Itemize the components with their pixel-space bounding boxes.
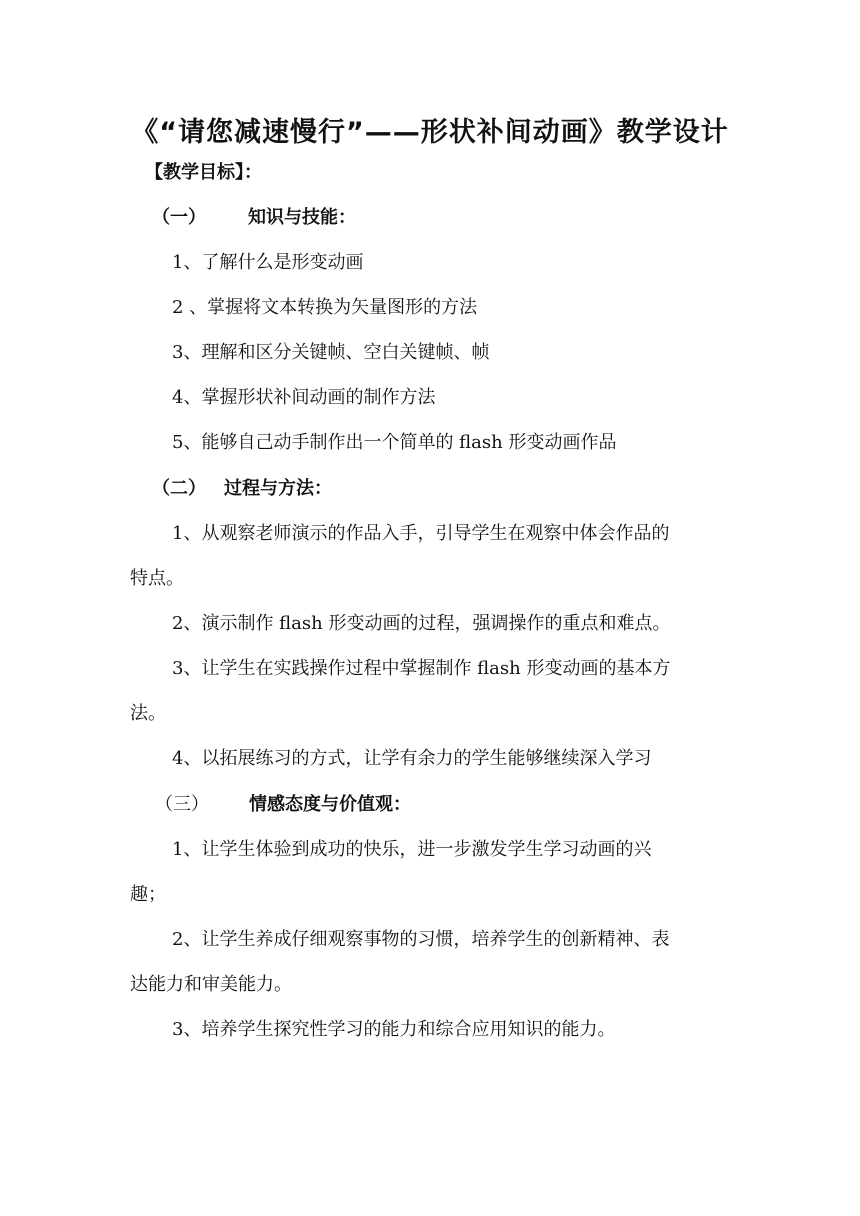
list-item: 2 、掌握将文本转换为矢量图形的方法 bbox=[172, 297, 478, 318]
section-label: 过程与方法： bbox=[224, 478, 332, 499]
section-heading-process bbox=[152, 476, 332, 502]
section-label: 知识与技能： bbox=[248, 207, 356, 228]
section-heading-attitude bbox=[155, 792, 411, 818]
list-item: 5、能够自己动手制作出一个简单的 flash 形变动画作品 bbox=[172, 432, 617, 453]
list-item-continued: 法。 bbox=[130, 703, 166, 724]
objectives-heading: 【教学目标】： bbox=[145, 162, 262, 183]
section-label: 情感态度与价值观： bbox=[249, 794, 411, 815]
section-number: （三） bbox=[155, 794, 209, 815]
list-item: 1、让学生体验到成功的快乐，进一步激发学生学习动画的兴 bbox=[172, 839, 652, 860]
list-item: 3、让学生在实践操作过程中掌握制作 flash 形变动画的基本方 bbox=[172, 658, 671, 679]
list-item: 3、理解和区分关键帧、空白关键帧、帧 bbox=[172, 342, 490, 363]
list-item: 1、从观察老师演示的作品入手，引导学生在观察中体会作品的 bbox=[172, 523, 670, 544]
list-item-continued: 特点。 bbox=[130, 568, 184, 589]
list-item: 2、演示制作 flash 形变动画的过程，强调操作的重点和难点。 bbox=[172, 613, 671, 634]
section-number: （一） bbox=[152, 207, 206, 228]
document-title: 《“请您减速慢行”——形状补间动画》教学设计 bbox=[131, 117, 729, 148]
list-item: 1、了解什么是形变动画 bbox=[172, 252, 364, 273]
list-item-continued: 达能力和审美能力。 bbox=[130, 974, 292, 995]
section-number: （二） bbox=[152, 478, 206, 499]
list-item: 4、掌握形状补间动画的制作方法 bbox=[172, 387, 436, 408]
list-item-continued: 趣； bbox=[130, 884, 166, 905]
section-heading-knowledge bbox=[152, 205, 356, 231]
list-item: 4、以拓展练习的方式，让学有余力的学生能够继续深入学习 bbox=[172, 748, 652, 769]
list-item: 2、让学生养成仔细观察事物的习惯，培养学生的创新精神、表 bbox=[172, 929, 670, 950]
list-item: 3、培养学生探究性学习的能力和综合应用知识的能力。 bbox=[172, 1019, 616, 1040]
